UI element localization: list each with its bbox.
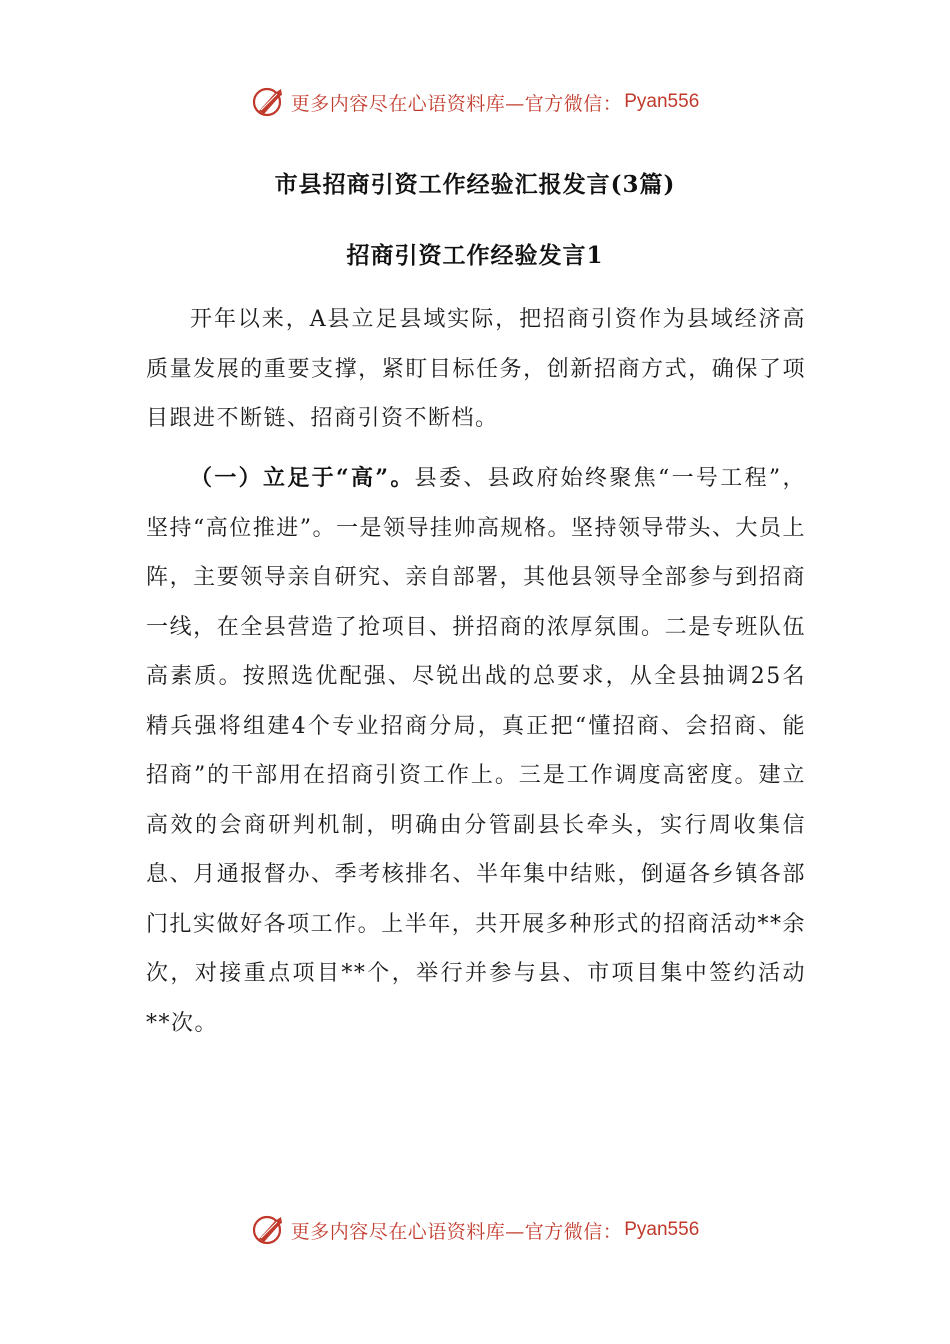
header-banner	[0, 82, 950, 122]
pen-nib-logo-icon	[251, 84, 287, 120]
header-banner-text: 更多内容尽在心语资料库—官方微信：	[290, 92, 623, 115]
paragraph-section-one	[146, 454, 806, 1048]
document-title: 市县招商引资工作经验汇报发言(3篇)	[274, 171, 676, 198]
document-subtitle: 招商引资工作经验发言1	[346, 242, 604, 269]
paragraph-intro: 开年以来，A县立足县域实际，把招商引资作为县域经济高质量发展的重要支撑，紧盯目标任务，创新招商方式，确保了项目跟进不断链、招商引资不断档。	[146, 307, 806, 431]
section-one-body: 县委、县政府始终聚焦“一号工程”，坚持“高位推进”。一是领导挂帅高规格。坚持领导带头、大员上阵，主要领导亲自研究、亲自部署，其他县领导全部参与到招商一线，在全县营造了抢项目、拼招商的浓厚氛围。二是专班队伍高素质。按照选优配强、尽锐出战的总要求，从全县抽调25名精兵强将组建4个专业招商分局，真正把“懂招商、会招商、能招商”的干部用在招商引资工作上。三是工作调度高密度。建立高效的会商研判机制，明确由分管副县长牵头，实行周收集信息、月通报督办、季考核排名、半年集中结账，倒逼各乡镇各部门扎实做好各项工作。上半年，共开展多种形式的招商活动**余次，对接重点项目**个，举行并参与县、市项目集中签约活动**次。	[146, 466, 806, 1036]
footer-banner	[0, 1210, 950, 1250]
pen-nib-logo-icon	[251, 1212, 287, 1248]
header-wechat-id: Pyan556	[624, 91, 700, 112]
footer-wechat-id: Pyan556	[624, 1219, 700, 1240]
footer-banner-text: 更多内容尽在心语资料库—官方微信：	[290, 1220, 623, 1243]
section-one-heading: （一）立足于“高”。	[190, 465, 415, 491]
